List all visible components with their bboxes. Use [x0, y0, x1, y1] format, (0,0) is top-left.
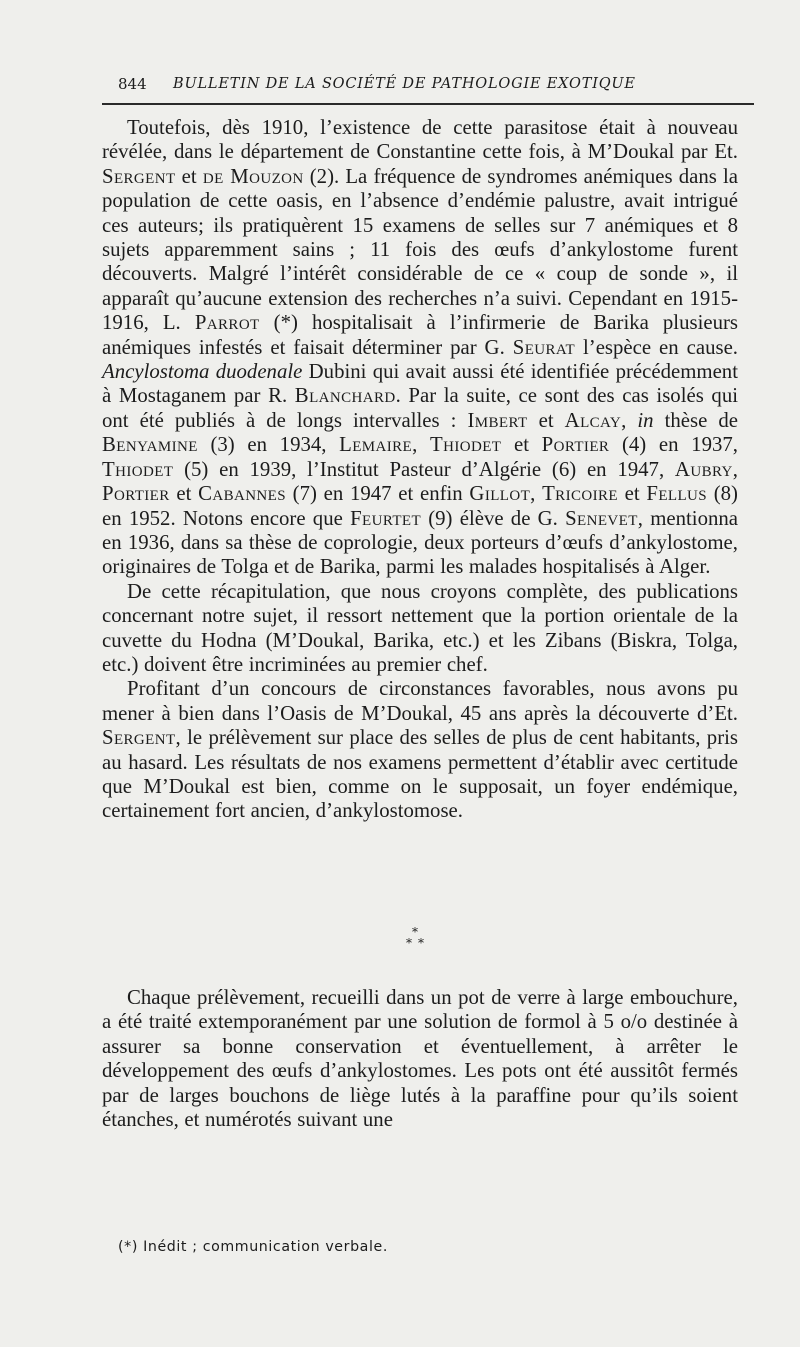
- section-separator: * * *: [406, 925, 424, 950]
- text-run: , le prélèvement sur place des selles de plus de cent habitants, pris au hasard. Les résultats de nos examens permettent d’établir avec certitude que M’Doukal est bien, comme on le supposait, un foyer endémique, certainement fort ancien, d’ankylostomose.: [102, 726, 738, 823]
- text-run: et: [175, 164, 203, 188]
- text-run: (4) en 1937,: [609, 433, 738, 457]
- text-run: ,: [621, 408, 638, 432]
- author-name: Seurat: [512, 335, 576, 359]
- text-run: (7) en 1947 et enfin: [285, 482, 470, 506]
- author-name: Thiodet: [430, 433, 502, 457]
- species-name: Ancylostoma duodenale: [102, 360, 303, 384]
- author-name: Aubry: [674, 457, 733, 481]
- author-name: Benyamine: [102, 433, 198, 457]
- text-run: et: [527, 408, 565, 432]
- paragraph-3: [102, 677, 738, 823]
- author-name: Imbert: [467, 408, 528, 432]
- author-name: Gillot: [469, 482, 531, 506]
- text-run: Toutefois, dès 1910, l’existence de cette parasitose était à nouveau révélée, dans le département de Constantine cette fois, à M’Doukal par Et.: [102, 116, 738, 164]
- author-name: Thiodet: [102, 457, 174, 481]
- text-run: , mentionna en 1936, dans sa thèse de coprologie, deux porteurs d’œufs d’ankylostome, originaires de Tolga et de Barika, parmi les malades hospitalisés à Alger.: [102, 506, 738, 579]
- footnote: (*) Inédit ; communication verbale.: [118, 1239, 388, 1255]
- author-name: Cabannes: [198, 482, 286, 506]
- text-run: (9) élève de G.: [421, 506, 566, 530]
- author-name: de Mouzon: [202, 164, 304, 188]
- text-run: (3) en 1934,: [197, 433, 340, 457]
- paragraph-2: De cette récapitulation, que nous croyons complète, des publications concernant notre sujet, il ressort nettement que la portion orientale de la cuvette du Hodna (M’Doukal, Barika, etc.) et les Zibans (Biskra, Tolga, etc.) doivent être incriminées au premier chef.: [102, 579, 738, 676]
- text-run: ,: [732, 457, 738, 481]
- article-body: [102, 116, 738, 824]
- text-run: Dubini qui avait aussi été identifiée précédemment à Mostaganem par R.: [102, 360, 738, 408]
- text-run: Profitant d’un concours de circonstances favorables, nous avons pu mener à bien dans l’Oasis de M’Doukal, 45 ans après la découverte d’Et.: [102, 677, 738, 725]
- author-name: Blanchard: [294, 384, 396, 408]
- text-run: ,: [530, 482, 543, 506]
- paragraph-4: Chaque prélèvement, recueilli dans un pot de verre à large embouchure, a été traité extemporanément par une solution de formol à 5 o/o destinée à assurer sa bonne conservation et éventuellement, à arrêter le développement des œufs d’ankylostomes. Les pots ont été aussitôt fermés par de larges bouchons de liège lutés à la paraffine pour qu’ils soient étanches, et numérotés suivant une: [102, 986, 738, 1132]
- text-run: (*) hospitalisait à l’infirmerie de Barika plusieurs anémiques infestés et faisait déterminer par G.: [102, 311, 738, 359]
- author-name: Feurtet: [350, 506, 422, 530]
- text-run: ,: [412, 433, 430, 457]
- running-title: BULLETIN DE LA SOCIÉTÉ DE PATHOLOGIE EXOTIQUE: [173, 76, 636, 92]
- author-name: Sergent: [102, 726, 176, 750]
- author-name: Fellus: [646, 482, 708, 506]
- text-run: et: [501, 433, 542, 457]
- page-header: [118, 74, 754, 96]
- author-name: Parrot: [194, 311, 260, 335]
- paragraph-1: [102, 116, 738, 580]
- article-body-continued: [102, 986, 738, 1132]
- text-run: et: [169, 482, 199, 506]
- italic-word: in: [637, 408, 654, 432]
- author-name: Sergent: [102, 164, 176, 188]
- text-run: thèse de: [653, 408, 738, 432]
- page-number: 844: [118, 75, 147, 93]
- author-name: Tricoire: [542, 482, 618, 506]
- text-run: . Par la suite, ce sont des cas isolés qui ont été publiés à de longs intervalles :: [102, 384, 739, 432]
- author-name: Lemaire: [339, 433, 413, 457]
- author-name: Portier: [541, 433, 610, 457]
- text-run: (5) en 1939, l’Institut Pasteur d’Algérie (6) en 1947,: [173, 457, 675, 481]
- author-name: Alcay: [564, 408, 622, 432]
- author-name: Portier: [102, 482, 170, 506]
- author-name: Senevet: [565, 506, 638, 530]
- text-run: (8) en 1952. Notons encore que: [102, 482, 738, 530]
- text-run: et: [617, 482, 647, 506]
- header-rule: [102, 103, 754, 105]
- text-run: l’espèce en cause.: [575, 335, 739, 359]
- text-run: (2). La fréquence de syndromes anémiques dans la population de cette oasis, en l’absence d’endémie palustre, avait intrigué ces auteurs; ils pratiquèrent 15 examens de selles sur 7 anémiques et 8 sujets apparemment sains ; 11 fois des œufs d’ankylostome furent découverts. Malgré l’intérêt considérable de ce « coup de sonde », il apparaît qu’aucune extension des recherches n’a suivi. Cependant en 1915-1916, L.: [102, 164, 738, 335]
